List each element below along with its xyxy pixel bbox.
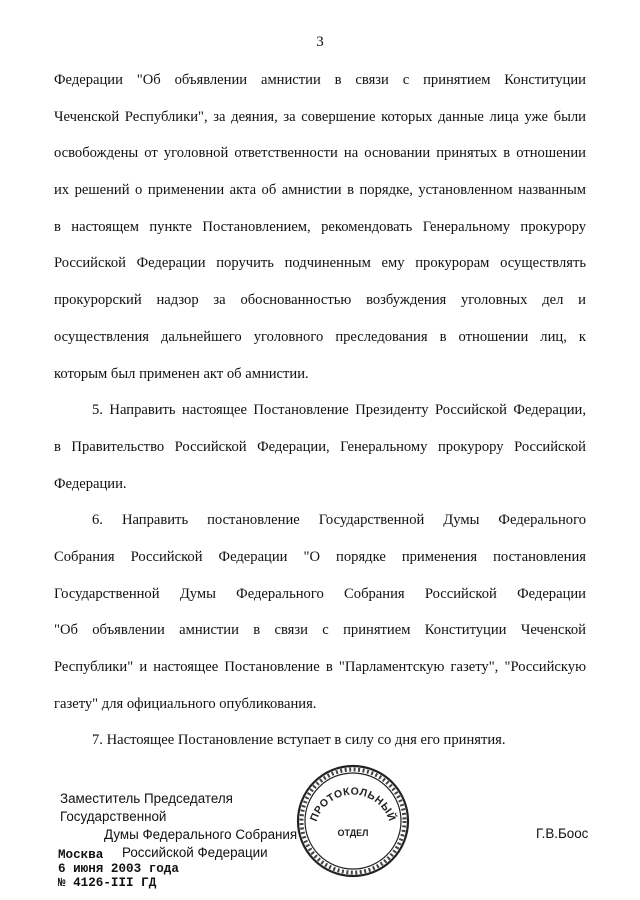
- body-line: Российской Федерации поручить подчиненным ему прокурорам осуществлять: [54, 255, 586, 272]
- item-6-line: Государственной Думы Федерального Собрания Российской Федерации: [54, 585, 586, 602]
- item-5-line: Федерации.: [54, 475, 127, 492]
- signature-title-line: Думы Федерального Собрания: [104, 827, 298, 842]
- body-line: их решений о применении акта об амнистии в порядке, установленном названным: [54, 182, 586, 199]
- body-line: осуществления дальнейшего уголовного преследования в отношении лиц, к: [54, 328, 586, 345]
- body-line: освобождены от уголовной ответственности на основании принятых в отношении: [54, 145, 586, 162]
- item-6-line: газету" для официального опубликования.: [54, 695, 317, 712]
- signature-title-line: Российской Федерации: [122, 845, 268, 860]
- signer-name: Г.В.Боос: [536, 826, 589, 841]
- document-number: № 4126-III ГД: [58, 876, 157, 890]
- date: 6 июня 2003 года: [58, 862, 179, 876]
- item-6-line: 6. Направить постановление Государственной Думы Федерального: [92, 512, 586, 529]
- body-line: в настоящем пункте Постановлением, рекомендовать Генеральному прокурору: [54, 218, 586, 235]
- official-seal: [294, 762, 412, 880]
- place-date-block: [58, 848, 179, 890]
- body-line: Федерации "Об объявлении амнистии в связи с принятием Конституции: [54, 72, 586, 88]
- body-line: прокурорский надзор за обоснованностью возбуждения уголовных дел и: [54, 292, 586, 309]
- body-line: которым был применен акт об амнистии.: [54, 365, 309, 382]
- body-line: Чеченской Республики", за деяния, за совершение которых данные лица уже были: [54, 108, 586, 125]
- city: Москва: [58, 848, 104, 862]
- item-5-line: 5. Направить настоящее Постановление Президенту Российской Федерации,: [92, 402, 586, 419]
- item-7-line: 7. Настоящее Постановление вступает в силу со дня его принятия.: [92, 732, 506, 749]
- item-5-line: в Правительство Российской Федерации, Генеральному прокурору Российской: [54, 438, 586, 455]
- page-number: 3: [316, 34, 324, 50]
- item-6-line: "Об объявлении амнистии в связи с принятием Конституции Чеченской: [54, 622, 586, 639]
- item-6-line: Республики" и настоящее Постановление в "Парламентскую газету", "Российскую: [54, 659, 586, 675]
- seal-center-text: ОТДЕЛ: [337, 828, 369, 838]
- seal-arc-text: ПРОТОКОЛЬНЫЙ: [307, 785, 399, 824]
- item-6-line: Собрания Российской Федерации "О порядке применения постановления: [54, 548, 586, 565]
- signature-title-line: Заместитель Председателя Государственной: [60, 791, 233, 824]
- svg-text:ПРОТОКОЛЬНЫЙ: [308, 786, 399, 824]
- document-body: [54, 62, 586, 759]
